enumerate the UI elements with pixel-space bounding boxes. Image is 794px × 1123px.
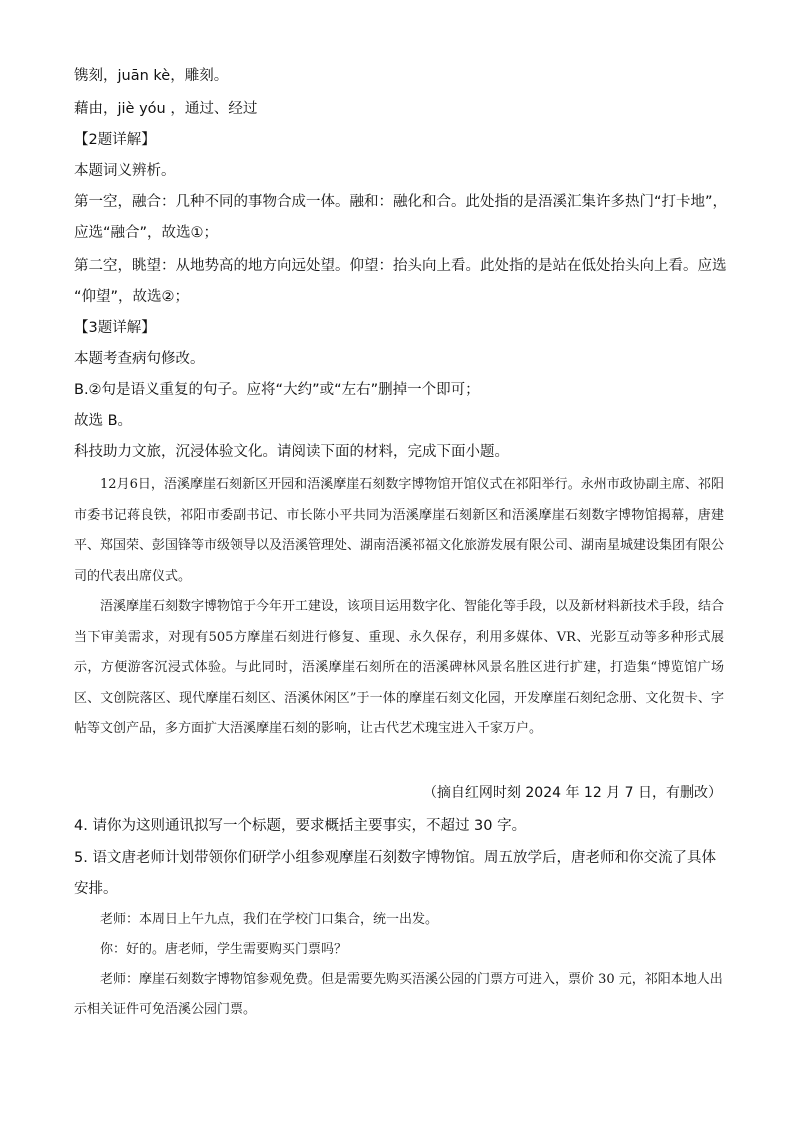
dialogue-student-1: 你：好的。唐老师，学生需要购买门票吗？ xyxy=(100,942,348,957)
question-4: 4. 请你为这则通讯拟写一个标题，要求概括主要事实，不超过 30 字。 xyxy=(74,818,527,834)
section-heading-q2: 【2题详解】 xyxy=(74,132,156,148)
reading-instruction: 科技助力文旅，沉浸体验文化。请阅读下面的材料，完成下面小题。 xyxy=(74,444,509,460)
text-line-q3-answer: 故选 B。 xyxy=(74,413,133,429)
article-paragraph-2: 浯溪摩崖石刻数字博物馆于今年开工建设，该项目运用数字化、智能化等手段，以及新材料新技术手段，结合当下审美需求，对现有505方摩崖石刻进行修复、重现、永久保存，利用多媒体、VR、光影互动等多种形式展示，方便游客沉浸式体验。与此同时，浯溪摩崖石刻所在的浯溪碑林风景名胜区进行扩建，打造集“博览馆广场区、文创院落区、现代摩崖石刻区、浯溪休闲区”于一体的摩崖石刻文化园，开发摩崖石刻纪念册、文化贺卡、字帖等文创产品，多方面扩大浯溪摩崖石刻的影响，让古代艺术瑰宝进入千家万户。 xyxy=(74,599,725,736)
text-line-q2-blank2: 第二空，眺望：从地势高的地方向远处望。仰望：抬头向上看。此处指的是站在低处抬头向上看。应选 xyxy=(74,258,727,274)
dialogue-teacher-1: 老师：本周日上午九点，我们在学校门口集合，统一出发。 xyxy=(100,912,439,927)
text-line-q3-intro: 本题考查病句修改。 xyxy=(74,351,205,367)
text-line-q2-intro: 本题词义辨析。 xyxy=(74,163,176,179)
section-heading-q3: 【3题详解】 xyxy=(74,320,156,336)
text-line-jieyou: 藉由，jiè yóu ，通过、经过 xyxy=(74,101,258,117)
text-line-q2-blank2-answer: “仰望”，故选②； xyxy=(74,289,190,305)
text-line-juanke: 镌刻，juān kè，雕刻。 xyxy=(74,68,229,84)
text-line-q3-explanation: B.②句是语义重复的句子。应将“大约”或“左右”删掉一个即可； xyxy=(74,382,480,398)
article-paragraph-1: 12月6日，浯溪摩崖石刻新区开园和浯溪摩崖石刻数字博物馆开馆仪式在祁阳举行。永州市政协副主席、祁阳市委书记蒋良铁，祁阳市委副书记、市长陈小平共同为浯溪摩崖石刻新区和浯溪摩崖石刻数字博物馆揭幕，唐建平、郑国荣、彭国锋等市级领导以及浯溪管理处、湖南浯溪祁福文化旅游发展有限公司、湖南星城建设集团有限公司的代表出席仪式。 xyxy=(74,477,725,584)
dialogue xyxy=(74,905,724,1025)
text-line-q2-blank1-answer: 应选“融合”，故选①； xyxy=(74,225,219,241)
article-source: （摘自红网时刻 2024 年 12 月 7 日，有删改） xyxy=(422,785,722,801)
question-5: 5. 语文唐老师计划带领你们研学小组参观摩崖石刻数字博物馆。周五放学后，唐老师和你交流了具体安排。 xyxy=(74,850,716,897)
text-line-q2-blank1: 第一空，融合：几种不同的事物合成一体。融和：融化和合。此处指的是浯溪汇集许多热门“打卡地”， xyxy=(74,194,728,210)
news-article xyxy=(74,470,724,745)
dialogue-teacher-2: 老师：摩崖石刻数字博物馆参观免费。但是需要先购买浯溪公园的门票方可进入，票价 30 元，祁阳本地人出示相关证件可免浯溪公园门票。 xyxy=(74,972,723,1017)
